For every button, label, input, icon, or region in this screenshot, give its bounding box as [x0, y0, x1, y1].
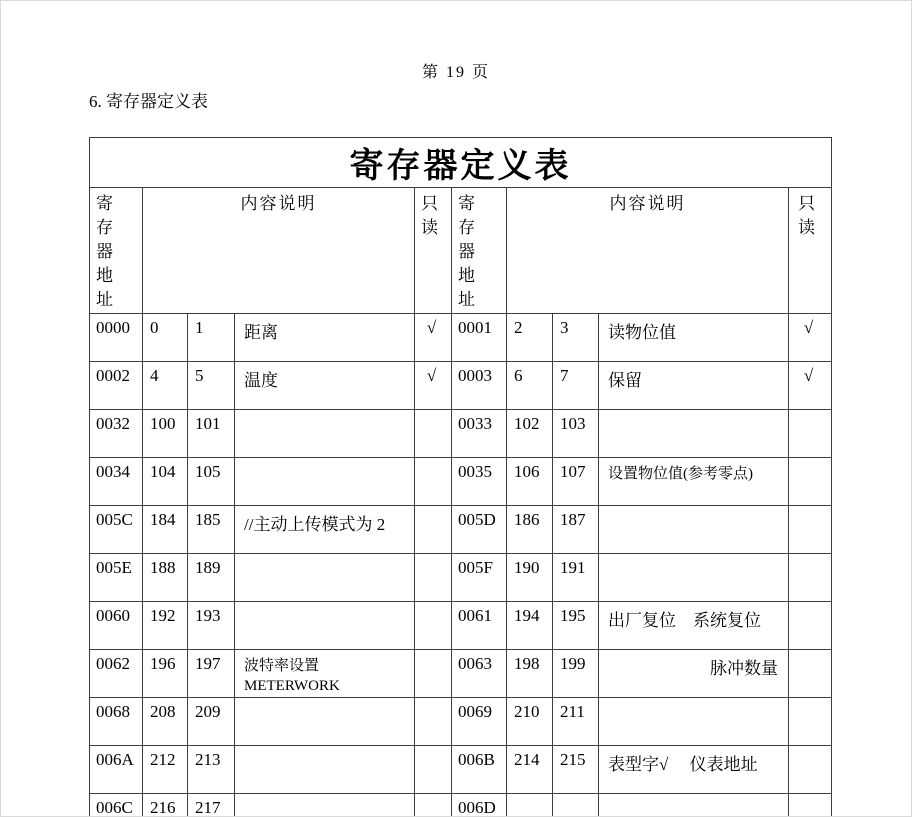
byte-high-cell: 217	[188, 794, 235, 817]
byte-high-cell: 209	[188, 698, 235, 746]
byte-low-cell: 106	[507, 458, 553, 506]
byte-low-cell: 186	[507, 506, 553, 554]
byte-high-cell: 191	[553, 554, 599, 602]
table-row	[90, 554, 832, 602]
byte-low-cell	[507, 794, 553, 817]
readonly-flag-cell	[789, 746, 832, 794]
byte-low-cell: 0	[143, 314, 188, 362]
section-heading: 6. 寄存器定义表	[89, 92, 208, 111]
table-row	[90, 602, 832, 650]
byte-low-cell: 192	[143, 602, 188, 650]
byte-low-cell: 184	[143, 506, 188, 554]
register-address-cell: 0035	[452, 458, 507, 506]
readonly-flag-cell: √	[789, 362, 832, 410]
table-row	[90, 362, 832, 410]
table-row	[90, 458, 832, 506]
table-body	[90, 314, 832, 817]
byte-high-cell: 195	[553, 602, 599, 650]
readonly-flag-cell	[789, 794, 832, 817]
register-address-cell: 006D	[452, 794, 507, 817]
readonly-flag-cell	[415, 554, 452, 602]
byte-high-cell: 187	[553, 506, 599, 554]
description-cell	[599, 506, 789, 554]
description-cell	[599, 554, 789, 602]
byte-high-cell: 5	[188, 362, 235, 410]
readonly-flag-cell: √	[789, 314, 832, 362]
readonly-flag-cell	[415, 410, 452, 458]
table-row	[90, 794, 832, 817]
register-address-cell: 0062	[90, 650, 143, 698]
description-cell	[599, 794, 789, 817]
readonly-flag-cell	[415, 650, 452, 698]
register-address-cell: 0003	[452, 362, 507, 410]
byte-low-cell: 4	[143, 362, 188, 410]
register-address-cell: 0034	[90, 458, 143, 506]
byte-high-cell: 103	[553, 410, 599, 458]
byte-high-cell: 107	[553, 458, 599, 506]
table-title: 寄存器定义表	[90, 138, 832, 188]
byte-low-cell: 210	[507, 698, 553, 746]
description-cell: 温度	[235, 362, 415, 410]
description-cell: 设置物位值(参考零点)	[599, 458, 789, 506]
description-cell: 保留	[599, 362, 789, 410]
description-cell: 出厂复位 系统复位	[599, 602, 789, 650]
register-definition-table	[89, 137, 832, 817]
register-address-cell: 006C	[90, 794, 143, 817]
column-header-register-address-right: 寄存器地址	[452, 188, 507, 314]
column-header-description-left: 内容说明	[143, 188, 415, 314]
byte-high-cell: 213	[188, 746, 235, 794]
description-cell: 距离	[235, 314, 415, 362]
register-address-cell: 0069	[452, 698, 507, 746]
byte-high-cell: 211	[553, 698, 599, 746]
table-title-row	[90, 138, 832, 188]
column-header-readonly-right: 只读	[789, 188, 832, 314]
byte-low-cell: 208	[143, 698, 188, 746]
table-row	[90, 650, 832, 698]
byte-low-cell: 102	[507, 410, 553, 458]
byte-low-cell: 196	[143, 650, 188, 698]
readonly-flag-cell	[415, 602, 452, 650]
description-cell	[599, 410, 789, 458]
byte-low-cell: 104	[143, 458, 188, 506]
description-cell	[235, 794, 415, 817]
readonly-flag-cell	[789, 458, 832, 506]
description-cell	[235, 458, 415, 506]
table-row	[90, 410, 832, 458]
byte-high-cell: 189	[188, 554, 235, 602]
register-address-cell: 005F	[452, 554, 507, 602]
description-cell	[235, 602, 415, 650]
readonly-flag-cell	[415, 698, 452, 746]
description-cell: 波特率设置 METERWORK	[235, 650, 415, 698]
byte-high-cell: 105	[188, 458, 235, 506]
byte-high-cell: 197	[188, 650, 235, 698]
table-row	[90, 314, 832, 362]
byte-low-cell: 6	[507, 362, 553, 410]
register-address-cell: 0002	[90, 362, 143, 410]
byte-low-cell: 188	[143, 554, 188, 602]
byte-high-cell: 1	[188, 314, 235, 362]
column-header-description-right: 内容说明	[507, 188, 789, 314]
description-cell	[599, 698, 789, 746]
description-cell: 脉冲数量	[599, 650, 789, 698]
description-cell	[235, 698, 415, 746]
register-address-cell: 0060	[90, 602, 143, 650]
register-address-cell: 005D	[452, 506, 507, 554]
byte-high-cell	[553, 794, 599, 817]
readonly-flag-cell: √	[415, 362, 452, 410]
readonly-flag-cell	[789, 698, 832, 746]
register-address-cell: 0001	[452, 314, 507, 362]
byte-low-cell: 216	[143, 794, 188, 817]
readonly-flag-cell: √	[415, 314, 452, 362]
byte-low-cell: 194	[507, 602, 553, 650]
table-header-row	[90, 188, 832, 314]
readonly-flag-cell	[789, 410, 832, 458]
register-address-cell: 005C	[90, 506, 143, 554]
description-cell	[235, 554, 415, 602]
register-address-cell: 0032	[90, 410, 143, 458]
table-row	[90, 506, 832, 554]
byte-high-cell: 101	[188, 410, 235, 458]
byte-high-cell: 3	[553, 314, 599, 362]
byte-high-cell: 215	[553, 746, 599, 794]
byte-high-cell: 185	[188, 506, 235, 554]
readonly-flag-cell	[789, 602, 832, 650]
register-address-cell: 0000	[90, 314, 143, 362]
register-address-cell: 005E	[90, 554, 143, 602]
readonly-flag-cell	[415, 746, 452, 794]
readonly-flag-cell	[415, 458, 452, 506]
readonly-flag-cell	[789, 554, 832, 602]
table-head	[90, 138, 832, 314]
page-number: 第 19 页	[421, 64, 490, 81]
description-cell	[235, 410, 415, 458]
byte-high-cell: 7	[553, 362, 599, 410]
byte-high-cell: 199	[553, 650, 599, 698]
register-address-cell: 0033	[452, 410, 507, 458]
register-address-cell: 0061	[452, 602, 507, 650]
column-header-register-address-left: 寄存器地址	[90, 188, 143, 314]
table-row	[90, 746, 832, 794]
register-address-cell: 0063	[452, 650, 507, 698]
register-address-cell: 006B	[452, 746, 507, 794]
byte-high-cell: 193	[188, 602, 235, 650]
readonly-flag-cell	[415, 506, 452, 554]
column-header-readonly-left: 只读	[415, 188, 452, 314]
description-cell: //主动上传模式为 2	[235, 506, 415, 554]
description-cell: 表型字√ 仪表地址	[599, 746, 789, 794]
description-cell	[235, 746, 415, 794]
table-row	[90, 698, 832, 746]
byte-low-cell: 212	[143, 746, 188, 794]
readonly-flag-cell	[415, 794, 452, 817]
readonly-flag-cell	[789, 650, 832, 698]
byte-low-cell: 198	[507, 650, 553, 698]
byte-low-cell: 2	[507, 314, 553, 362]
byte-low-cell: 190	[507, 554, 553, 602]
byte-low-cell: 100	[143, 410, 188, 458]
register-address-cell: 0068	[90, 698, 143, 746]
register-address-cell: 006A	[90, 746, 143, 794]
byte-low-cell: 214	[507, 746, 553, 794]
readonly-flag-cell	[789, 506, 832, 554]
description-cell: 读物位值	[599, 314, 789, 362]
